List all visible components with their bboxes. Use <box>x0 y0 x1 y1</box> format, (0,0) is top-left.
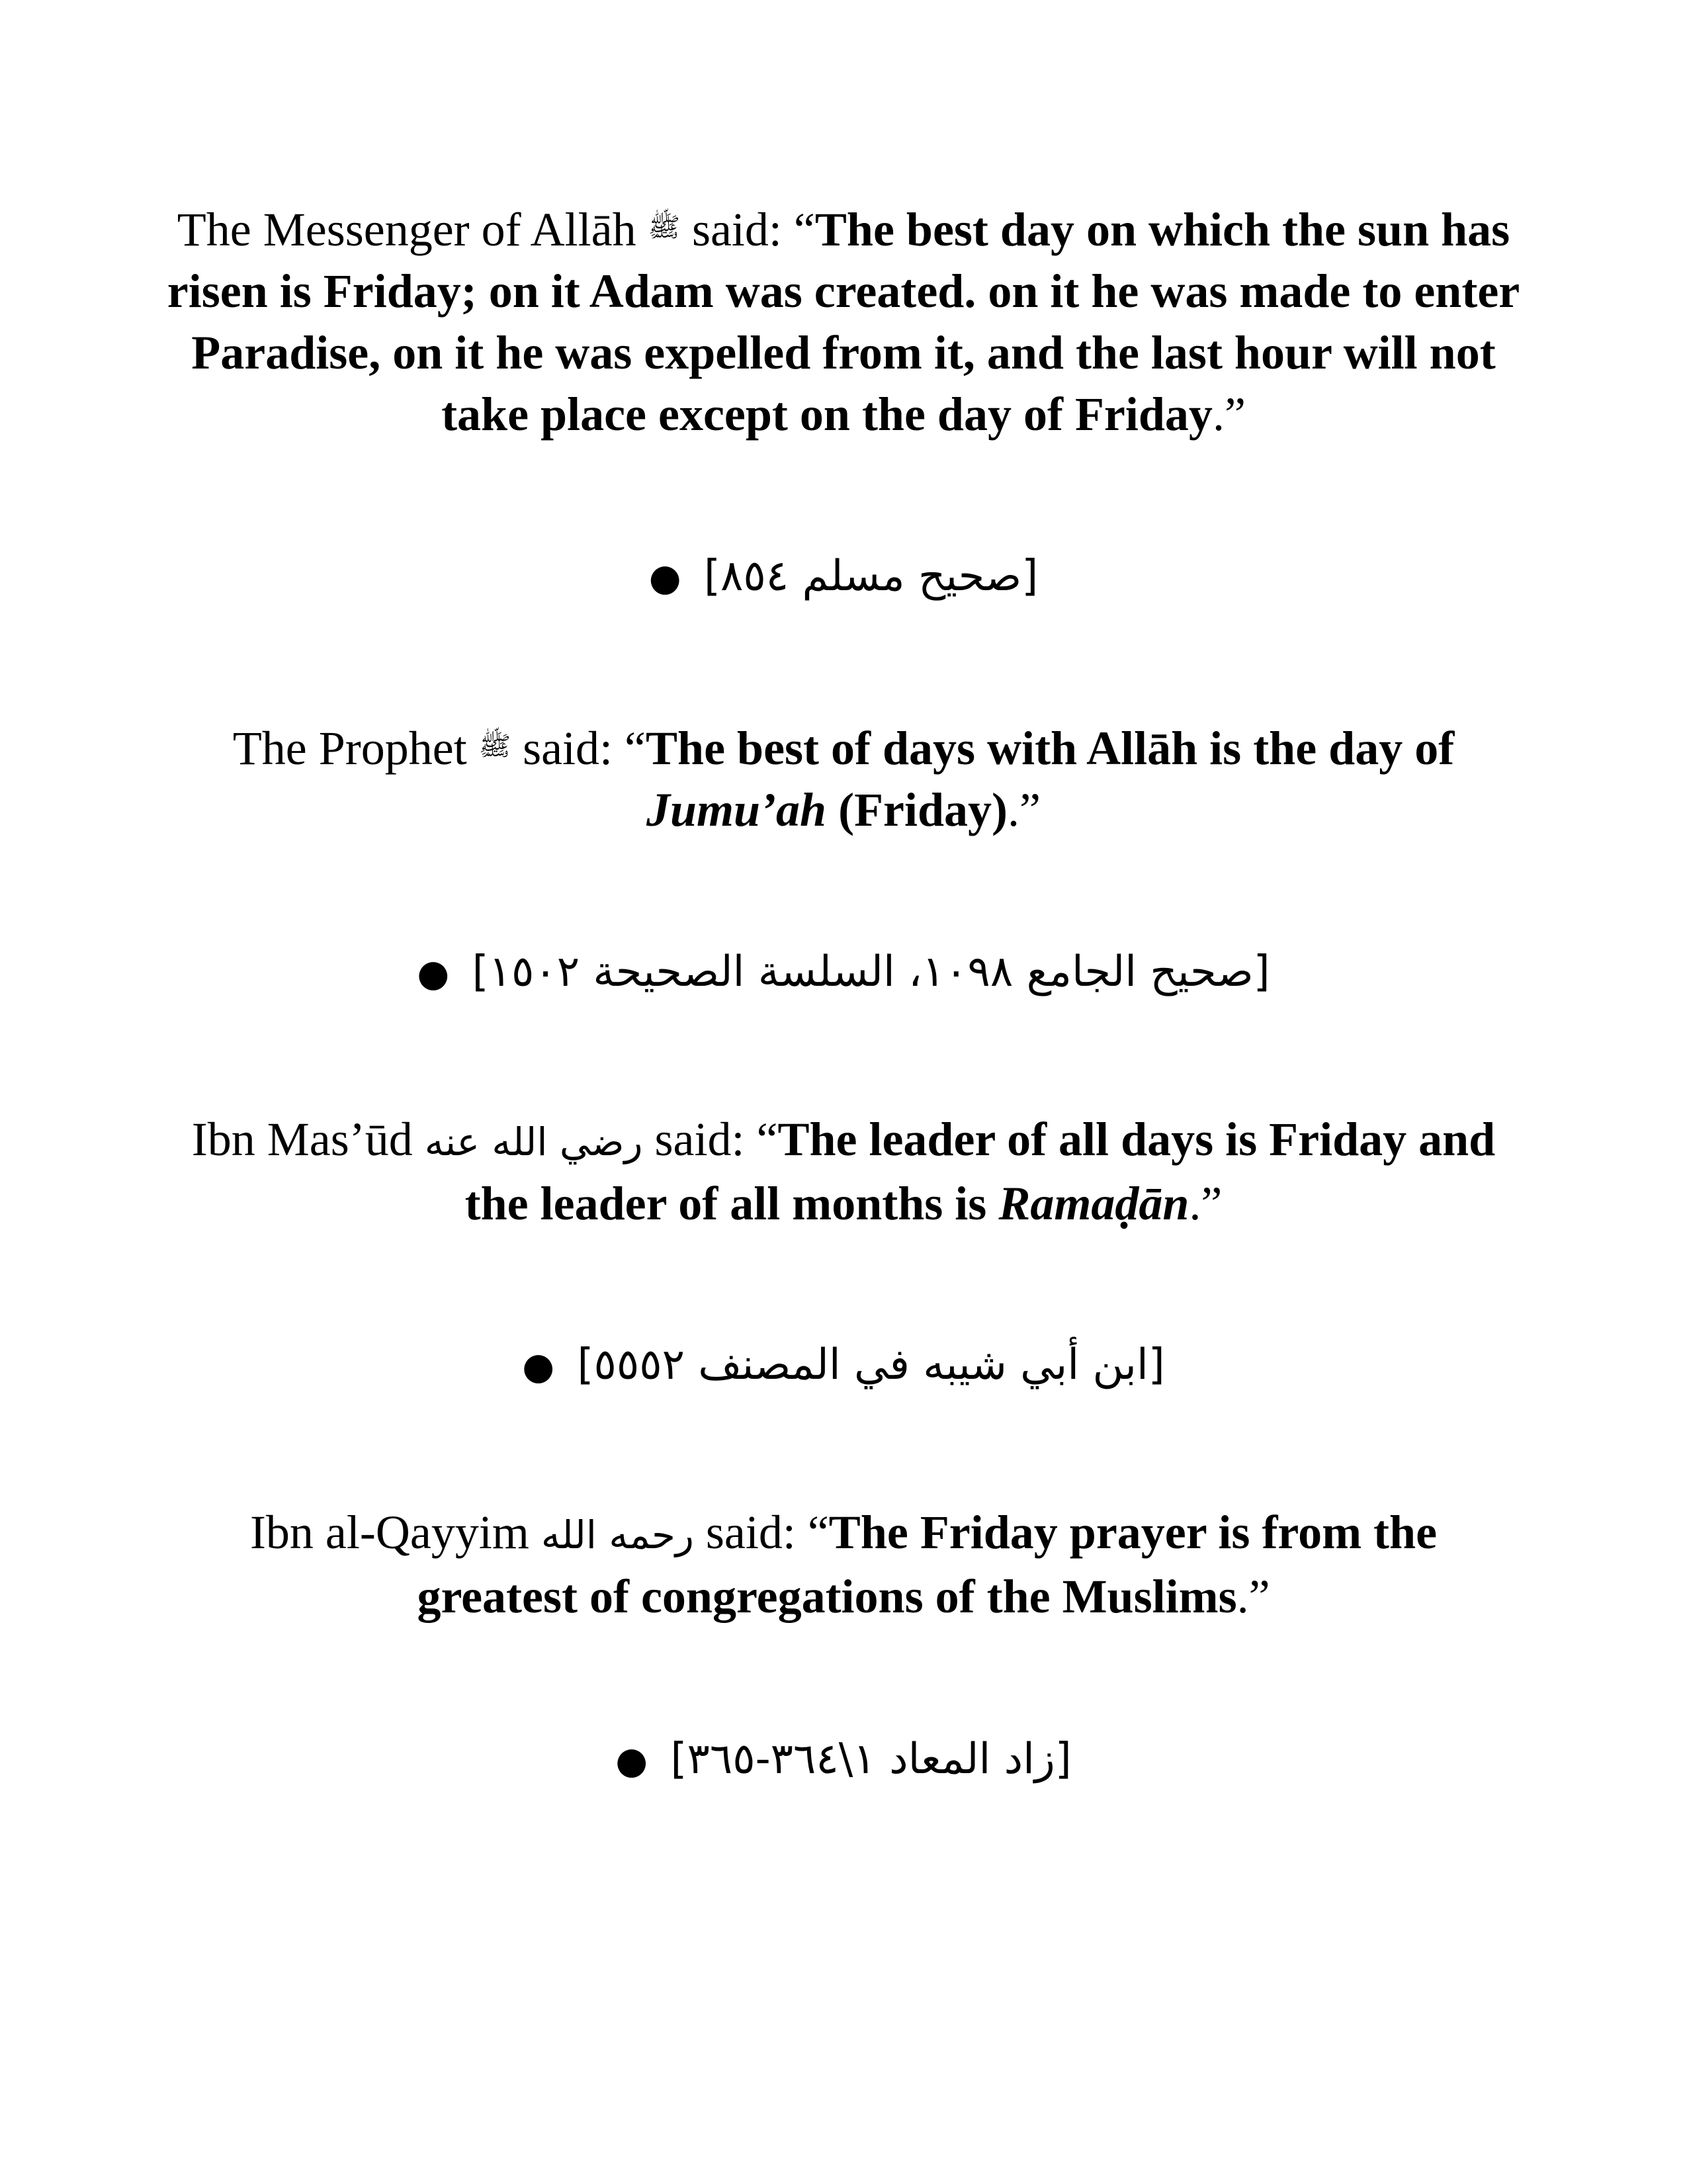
quote-3-said: said: “ <box>642 1113 778 1166</box>
bullet-icon: ● <box>417 952 450 996</box>
quote-4 <box>165 1502 1522 1628</box>
quote-4-said: said: “ <box>693 1506 829 1559</box>
quote-3-intro: Ibn Mas’ūd <box>191 1113 413 1166</box>
quote-2-honorific: ﷺ <box>478 731 511 762</box>
quote-3 <box>165 1109 1522 1235</box>
quote-1 <box>165 197 1522 445</box>
quote-2-italic: Jumu’ah <box>646 783 827 836</box>
quote-1-close: .” <box>1212 388 1246 441</box>
quote-3-italic: Ramaḍān <box>998 1177 1190 1230</box>
reference-1-text: [صحيح مسلم ٨٥٤] <box>704 552 1039 601</box>
quote-1-said: said: “ <box>679 203 815 256</box>
quote-4-intro: Ibn al-Qayyim <box>249 1506 529 1559</box>
quote-3-text: The leader of all days is Friday and the leader of all months is <box>464 1113 1496 1230</box>
quote-3-honorific: رضي الله عنه <box>424 1119 643 1164</box>
quote-4-honorific: رحمه الله <box>541 1512 694 1557</box>
quote-2-said: said: “ <box>511 722 646 775</box>
quote-3-close: .” <box>1189 1177 1223 1230</box>
quote-2-text-after: (Friday) <box>826 783 1008 836</box>
quote-1-honorific: ﷺ <box>648 212 680 243</box>
quote-1-text: The best day on which the sun has risen is Friday; on it Adam was created. on it he was made to enter Paradise, on it he was expelled from it, and the last hour will not take place except on the day of Friday <box>167 203 1520 441</box>
quote-4-text: The Friday prayer is from the greatest of congregations of the Muslims <box>417 1506 1438 1623</box>
quote-1-intro: The Messenger of Allāh <box>177 203 636 256</box>
quote-2-close: .” <box>1008 783 1041 836</box>
bullet-icon: ● <box>648 556 681 600</box>
reference-2 <box>165 942 1522 1004</box>
bullet-icon: ● <box>522 1345 555 1389</box>
reference-4-text: [زاد المعاد ١\٣٦٤-٣٦٥] <box>670 1735 1072 1784</box>
reference-3-text: [ابن أبي شيبه في المصنف ٥٥٥٢] <box>577 1340 1165 1389</box>
reference-1 <box>165 546 1522 608</box>
reference-2-text: [صحيح الجامع ١٠٩٨، السلسة الصحيحة ١٥٠٢] <box>472 947 1270 996</box>
quote-4-close: .” <box>1236 1570 1270 1623</box>
quote-2-intro: The Prophet <box>232 722 467 775</box>
bullet-icon: ● <box>615 1739 648 1783</box>
reference-4 <box>165 1729 1522 1791</box>
reference-3 <box>165 1335 1522 1397</box>
quote-2-text: The best of days with Allāh is the day of <box>646 722 1455 775</box>
quote-2 <box>165 716 1522 841</box>
